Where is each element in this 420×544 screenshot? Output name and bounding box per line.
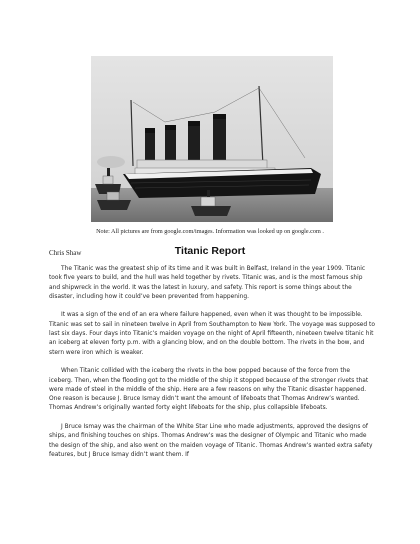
paragraph: It was a sign of the end of an era where failure happened, even when it was thought to be impossible. Titanic was set to sail in nineteen twelve in April from Southampton to New York. The voyage was supposed to last six days. Four days into Titanic’s maiden voyage on the night of April fifteenth, nineteen twelve titanic hit an iceberg at eleven forty p.m. with a glancing blow, and on the double bottom. The rivets in the bow, and stern were iron which is weaker. xyxy=(49,312,375,356)
titanic-photo xyxy=(91,56,333,222)
paragraph: The Titanic was the greatest ship of its time and it was built in Belfast, Ireland in the year 1909. Titanic took five years to build, and the hull was held together by rivets. Titanic was, and is the most famous ship and shipwreck in the world. It was the latest in luxury, and safety. This report is some things about the disaster, including how it could’ve been prevented from happening. xyxy=(49,266,366,300)
author-name: Chris Shaw xyxy=(49,249,82,257)
report-title: Titanic Report xyxy=(174,245,246,257)
paragraph: J Bruce Ismay was the chairman of the White Star Line who made adjustments, approved the designs of ships, and finishing touches on ships. Thomas Andrew’s was the designer of Olympic and Titanic who made the design of the ship, and also went on the maiden voyage of Titanic. Thomas Andrew’s wanted extra safety features, but J Bruce Ismay didn’t want them. If xyxy=(49,424,373,458)
image-source-note: Note: All pictures are from google.com/images. Information was looked up on google.com . xyxy=(96,228,324,235)
report-body xyxy=(49,265,375,470)
paragraph: When Titanic collided with the iceberg the rivets in the bow popped because of the force from the iceberg. Then, when the flooding got to the middle of the ship it stopped because of the stronger rivets that were made of steel in the middle of the ship. Here are a few reasons on why the Titanic disaster happened. One reason is because J. Bruce Ismay didn’t want the amount of lifeboats that Thomas Andrew’s wanted. Thomas Andrew’s originally wanted forty eight lifeboats for the ship, plus collapsible lifeboats. xyxy=(49,368,369,412)
ship-illustration xyxy=(91,56,333,222)
